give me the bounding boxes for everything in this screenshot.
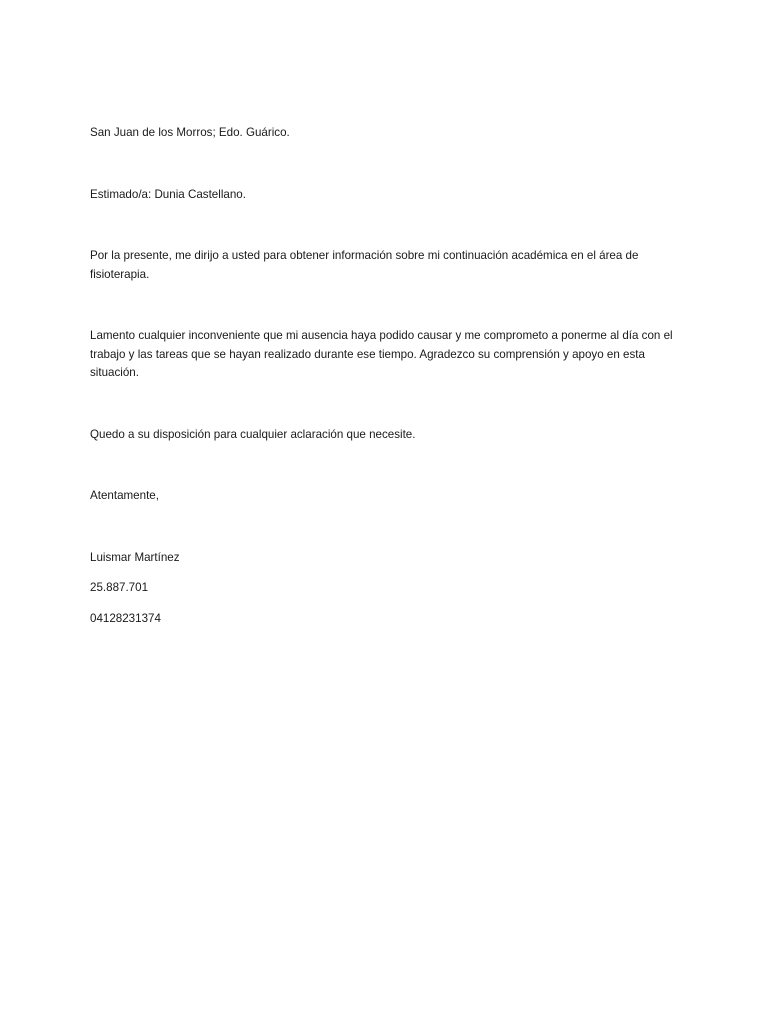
letter-body xyxy=(90,124,680,628)
closing-line: Atentamente, xyxy=(90,489,159,502)
signer-name: Luismar Martínez xyxy=(90,550,180,564)
place-line: San Juan de los Morros; Edo. Guárico. xyxy=(90,126,290,139)
offer-paragraph: Quedo a su disposición para cualquier aclaración que necesite. xyxy=(90,427,416,441)
greeting-line: Estimado/a: Dunia Castellano. xyxy=(90,187,246,201)
intro-paragraph: Por la presente, me dirijo a usted para obtener información sobre mi continuación académica en el área de fisioterapia. xyxy=(90,249,639,281)
apology-paragraph: Lamento cualquier inconveniente que mi ausencia haya podido causar y me comprometo a ponerme al día con el trabajo y las tareas que se hayan realizado durante ese tiempo. Agradezco su comprensión y apoyo en esta situación. xyxy=(90,329,673,379)
signer-id: 25.887.701 xyxy=(90,581,149,594)
signer-phone: 04128231374 xyxy=(90,611,161,625)
